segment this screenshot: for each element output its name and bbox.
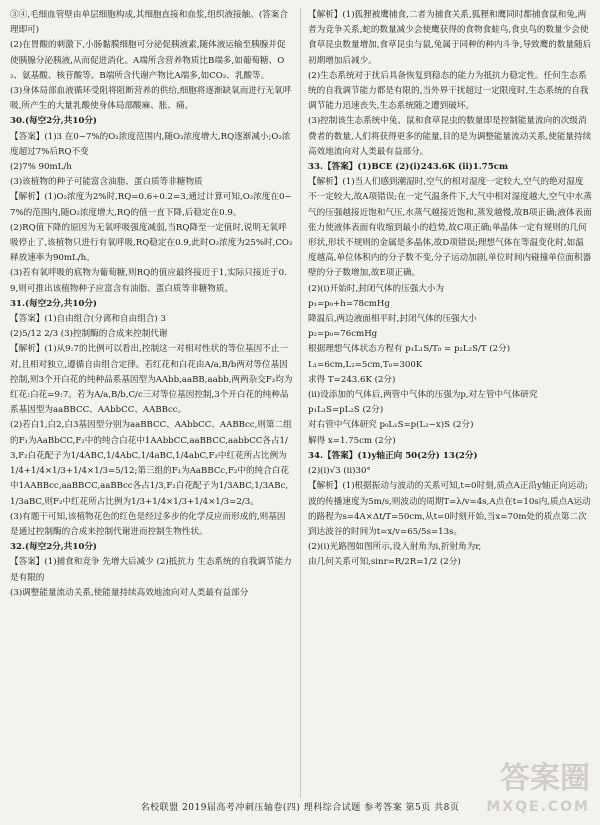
left-column-paragraph: 【答案】(1)自由组合(分离和自由组合) 3 <box>10 314 166 325</box>
right-column-paragraph: 由几何关系可知,sinr=R/2R=1/2 (2分) <box>308 557 461 568</box>
left-column-paragraph: (3)该植物的种子可能富含油脂、蛋白质等非糖物质 <box>10 177 203 188</box>
right-column-paragraph: p₁=p₀+h=78cmHg <box>308 298 390 309</box>
watermark-text: 答案圈 <box>500 761 590 796</box>
page-footer: 名校联盟 2019届高考冲刺压轴卷(四) 理科综合试题 参考答案 第5页 共8页 <box>140 803 460 813</box>
right-column <box>308 8 592 571</box>
right-column-paragraph: p₁L₁S=pL₂S (2分) <box>308 405 384 416</box>
right-column-paragraph: 求得 T=243.6K (2分) <box>308 374 396 385</box>
left-column-paragraph: 【解析】(1)O₂浓度为2%时,RQ=0.6÷0.2=3,通过计算可知,O₂浓度在0~7%的范围内,随O₂浓度增大,RQ的值一直下降,后稳定在0.9。 <box>10 192 292 218</box>
left-column-paragraph: (2)若白1,白2,白3基因型分别为aaBBCC、AAbbCC、AABBcc,则第二组的F₁为AaBbCC,F₂中的纯合白花中1AAbbCC,aaBBCC,aabbCC各占1/3,F₂白花配子为1/4ABC,1/4AbC,1/4aBC,1/4abC,F₂中红花所占比例为1/4+1/4×1/3+1/4×1/3=5/12;第三组的F₁为AaBBCc,F₂中的纯合白花中1AABBcc,aaBBCC,aaBBcc各占1/3,F₂白花配子为1/3ABC,1/3ABc,1/3aBC,则F₂中红花所占比例为1/3+1/4×1/3+1/4×1/3=2/3。 <box>10 420 292 507</box>
left-column-paragraph: (3)若有氧呼吸的底物为葡萄糖,则RQ的值应最终接近于1,实际只接近于0.9,则可推出该植物种子应富含有油脂、蛋白质等非糖物质。 <box>10 268 287 294</box>
right-column-paragraph: 【解析】(1)狐狸被鹰捕食,二者为捕食关系,狐狸和鹰同时都捕食鼠和兔,两者为竞争关系,蛇的数量减少会使鹰获得的食物食蛙鸟,食虫鸟的数量少会使食草昆虫数量增加,食草昆虫与鼠,兔属于同种的种内斗争,导致鹰的数量随后初期增加后减少。 <box>308 10 592 66</box>
right-column-paragraph: p₂=p₀=76cmHg <box>308 329 378 340</box>
right-column-paragraph: 【解析】(1)当人们感到潮湿时,空气的相对湿度一定较大,空气的绝对湿度不一定较大,故A项错误;在一定气温条件下,大气中相对湿度越大,空气中水蒸气的压强越接近饱和气压,水蒸气越接近饱和,蒸发越慢,故B项正确;液体表面张力使液体表面有收缩到最小的趋势,故C项正确;单晶体一定有规则的几何形状,形状不规则的金属是多晶体,故D项错误;理想气体在等温变化时,如温度越高,单位体积内的分子数不变,分子运动加剧,单位时间内碰撞单位面积器壁的分子数增加,故E项正确。 <box>308 177 592 279</box>
right-column-paragraph: 对右管中气体研究 p₀L₁S=p(L₂−x)S (2分) <box>308 420 474 431</box>
left-column-paragraph: (3)身体局部血液循环受阻将阻断营养的供给,细胞将逐渐缺氧而进行无氧呼吸,所产生的大量乳酸使身体局部酸麻、胀、痛。 <box>10 86 292 112</box>
right-column-paragraph: 解得 x=1.75cm (2分) <box>308 435 396 446</box>
left-column-paragraph: 31.(每空2分,共10分) <box>10 298 97 309</box>
left-column-paragraph: (3)调整能量流动关系,使能量持续高效地流向对人类最有益部分 <box>10 587 249 598</box>
right-column-paragraph: 降温后,两边液面相平时,封闭气体的压强大小 <box>308 314 477 325</box>
left-column <box>10 8 294 601</box>
right-column-paragraph: 【解析】(1)根据振动与波动的关系可知,t=0时刻,质点A正沿y轴正向运动;波的传播速度为5m/s,则波动的周期T=λ/v=4s,A点在t=10s内,质点A运动的路程为s=4A×Δt/T=50cm,从t=0时刻开始,当x=70m处的质点第二次到达波谷的时间为t=x/v=65/5s=13s。 <box>308 481 591 537</box>
right-column-paragraph: (2)(i)开始时,封闭气体的压强大小为 <box>308 283 445 294</box>
right-column-paragraph: 根据理想气体状态方程有 p₁L₁S/T₀ = p₂L₂S/T (2分) <box>308 344 511 355</box>
left-column-paragraph: (2)5/12 2/3 (3)控制酶的合成来控制代谢 <box>10 329 168 340</box>
right-column-paragraph: (2)生态系统对于扰后具备恢复到稳态的能力为抵抗力稳定性。任何生态系统的自我调节能力都是有限的,当外界干扰超过一定限度时,生态系统的自我调节能力迅速丧失,生态系统随之遭到破坏。 <box>308 70 589 112</box>
watermark-url: MXQE.COM <box>486 799 590 815</box>
right-column-paragraph: (2)(i)√3 (ii)30° <box>308 466 371 477</box>
left-column-paragraph: 30.(每空2分,共10分) <box>10 116 97 127</box>
left-column-paragraph: 【答案】(1)捕食和竞争 先增大后减少 (2)抵抗力 生态系统的自我调节能力是有限的 <box>10 557 292 583</box>
left-column-paragraph: 【答案】(1)3 在0~7%的O₂浓度范围内,随O₂浓度增大,RQ逐渐减小;O₂浓度超过7%后RQ不变 <box>10 131 291 157</box>
right-column-paragraph: (2)(i)光路图如图所示,设入射角为i,折射角为r, <box>308 542 482 553</box>
left-column-paragraph: 【解析】(1)从9:7的比例可以看出,控制这一对相对性状的等位基因不止一对,且相对独立,遵循自由组合定律。若红花和白花由A/a,B/b两对等位基因控制,则3个开白花的纯种品系基因型为AAbb,aaBB,aabb,两两杂交F₂均为红花:白花=9:7。若为A/a,B/b,C/c三对等位基因控制,3个开白花的纯种品系基因型为aaBBCC、AAbbCC、AABBcc。 <box>10 344 293 416</box>
right-column-paragraph: (3)控制该生态系统中兔、鼠和食草昆虫的数量即是控制能量流向的次级消费者的数量,人们将获得更多的能量,目的是为调整能量流动关系,使能量持续高效地流向对人类最有益部分。 <box>308 116 592 157</box>
left-column-paragraph: (2)在胃酸的刺激下,小肠黏膜细胞可分泌促胰液素,随体液运输至胰腺并促使胰腺分泌胰液,从而促进消化。A端所含营养物质比B端多,如葡萄糖、O₂、氨基酸、核苷酸等。B端所含代谢产物比A端多,如CO₂、乳酸等。 <box>10 40 286 81</box>
left-column-paragraph: (2)7% 90mL/h <box>10 162 72 173</box>
right-column-paragraph: 33.【答案】(1)BCE (2)(i)243.6K (ii)1.75cm <box>308 162 509 173</box>
right-column-paragraph: 34.【答案】(1)y轴正向 50(2分) 13(2分) <box>308 450 478 461</box>
left-column-paragraph: 32.(每空2分,共10分) <box>10 542 97 553</box>
left-column-paragraph: (2)RQ值下降的原因为无氧呼吸强度减弱,当RQ降至一定值时,说明无氧呼吸停止了,该植物只进行有氧呼吸,RQ稳定在0.9,此时O₂浓度为25%时,CO₂释放速率为90mL/h。 <box>10 222 293 264</box>
column-divider <box>300 8 301 798</box>
right-column-paragraph: (ii)设添加的气体后,两管中气体的压强为p,对左管中气体研究 <box>308 390 538 401</box>
watermark-logo <box>486 761 590 821</box>
left-column-paragraph: (3)有题干可知,该植物花色的红色是经过多步的化学反应而形成的,则基因是通过控制酶的合成来控制代谢进而控制生物性状。 <box>10 511 286 537</box>
left-column-paragraph: ③④,毛细血管壁由单层细胞构成,其细胞直接和血浆,组织液接触。(答案合理即可) <box>10 10 288 36</box>
right-column-paragraph: L₁=6cm,L₂=5cm,T₀=300K <box>308 359 423 370</box>
